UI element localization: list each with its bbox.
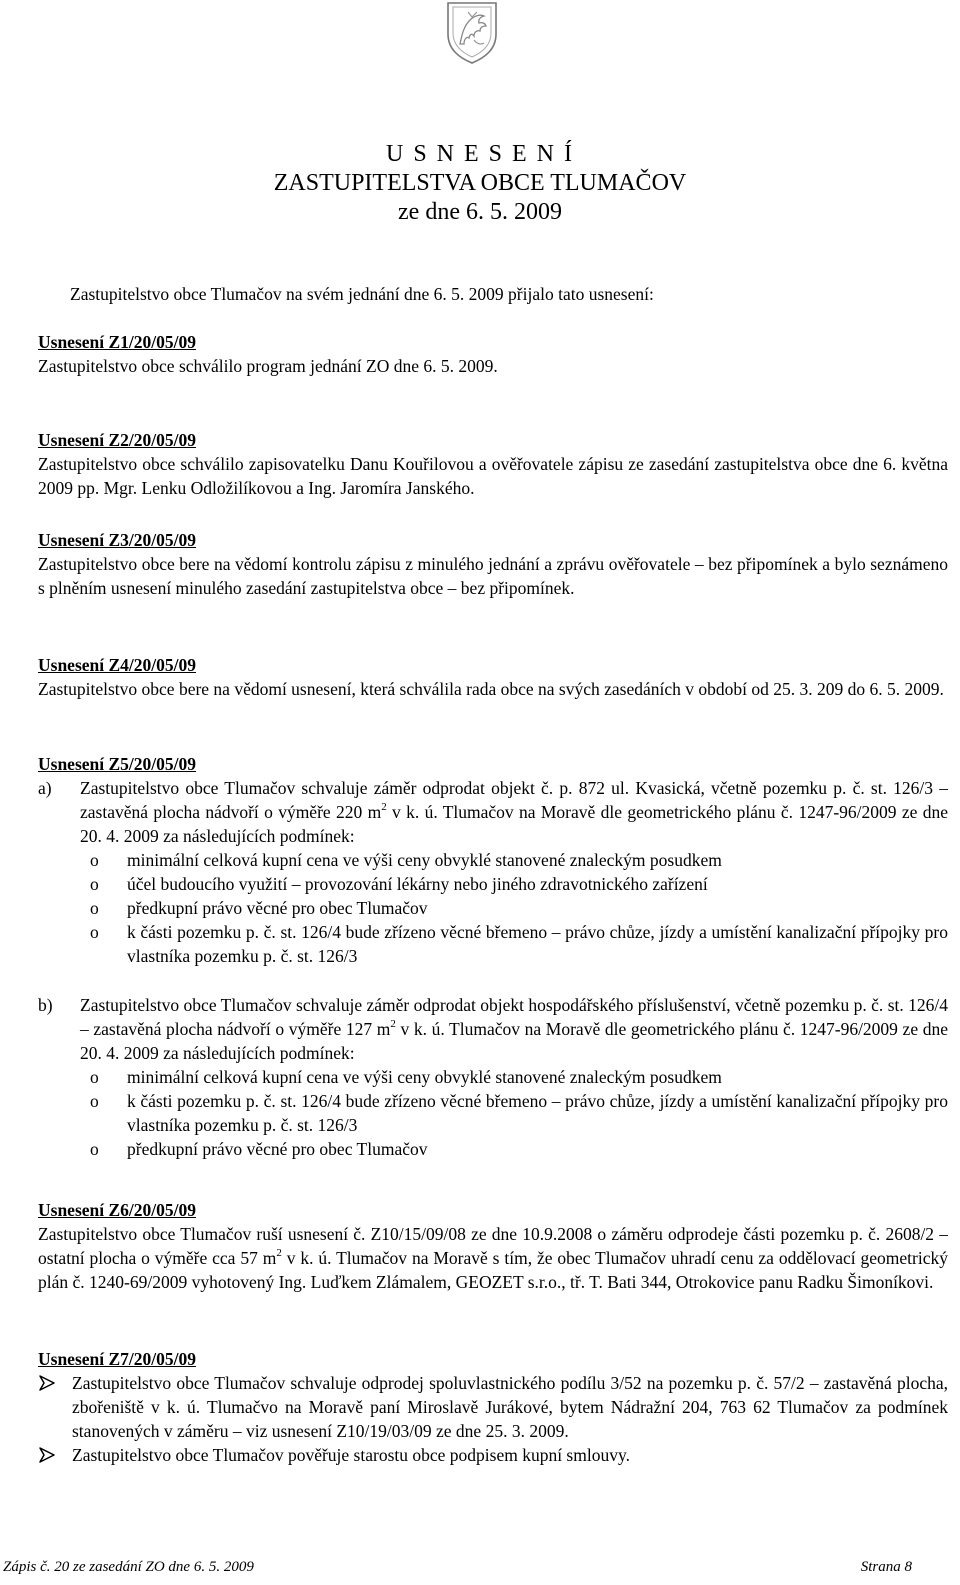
list-item: Zastupitelstvo obce Tlumačov schvaluje odprodej spoluvlastnického podílu 3/52 na pozemku p. č. 57/2 – zastavěná plocha, zbořeniště v k. ú. Tlumačvo na Moravě paní Miroslavě Jurákové, bytem Nádražní 204, 763 62 Tlumačov za podmínek stanovených v záměru – viz usnesení Z10/19/03/09 ze dne 25. 3. 2009. — [38, 1371, 948, 1443]
list-item: o minimální celková kupní cena ve výši ceny obvyklé stanovené znaleckým posudkem — [90, 850, 722, 870]
resolution-heading: Usnesení Z1/20/05/09 — [38, 332, 197, 352]
resolution-item-b: b) Zastupitelstvo obce Tlumačov schvaluje záměr odprodat objekt hospodářského příslušenství, včetně pozemku p. č. st. 126/4 – zastavěná plocha nádvoří o výměře 127 $m^2$ v k. ú. Tlumačov na Moravě dle geometrického plánu č. 1247-96/2009 ze dne 20. 4. 2009 za následujících podmínek: — [38, 995, 948, 1063]
resolution-z7 — [38, 1347, 948, 1467]
resolution-heading: Usnesení Z4/20/05/09 — [38, 655, 197, 675]
item-label: b) — [38, 995, 53, 1015]
resolution-heading: Usnesení Z5/20/05/09 — [38, 754, 197, 774]
resolution-text: Zastupitelstvo obce schválilo zapisovatelku Danu Kouřilovou a ověřovatele zápisu ze zasedání zastupitelstva obce dne 6. května 2009 pp. Mgr. Lenku Odložilíkovou a Ing. Jaromíra Janského. — [38, 454, 948, 498]
resolution-z4 — [38, 653, 948, 701]
resolution-text: Zastupitelstvo obce schválilo program jednání ZO dne 6. 5. 2009. — [38, 356, 498, 376]
item-label: a) — [38, 778, 52, 798]
list-item: o k části pozemku p. č. st. 126/4 bude zřízeno věcné břemeno – právo chůze, jízdy a umístění kanalizační přípojky pro vlastníka pozemku p. č. st. 126/3 — [90, 922, 948, 966]
list-item: o účel budoucího využití – provozování lékárny nebo jiného zdravotnického zařízení — [90, 874, 708, 894]
resolution-z1 — [38, 330, 948, 378]
z7-list — [38, 1371, 948, 1467]
title-line-1: U S N E S E N Í — [385, 141, 574, 167]
resolution-text: Zastupitelstvo obce Tlumačov ruší usnesení č. Z10/15/09/08 ze dne 10.9.2008 o záměru odprodeje části pozemku p. č. 2608/2 – ostatní plocha o výměře cca 57 $m^2$ v k. ú. Tlumačov na Moravě s tím, že obec Tlumačov uhradí cenu za oddělovací geometrický plán č. 1240-69/2009 vyhotovený Ing. Luďkem Zlámalem, GEOZET s.r.o., tř. T. Bati 344, Otrokovice panu Radku Šimoníkovi. — [38, 1224, 948, 1292]
page-number: Strana 8 — [860, 1559, 912, 1575]
list-item: o předkupní právo věcné pro obec Tlumačov — [90, 1139, 428, 1159]
resolution-z5 — [38, 752, 948, 1161]
resolution-z6 — [38, 1198, 948, 1294]
title-line-2: ZASTUPITELSTVA OBCE TLUMAČOV — [273, 170, 687, 196]
resolution-heading: Usnesení Z3/20/05/09 — [38, 530, 197, 550]
resolution-text: Zastupitelstvo obce bere na vědomí kontrolu zápisu z minulého jednání a zprávu ověřovatele – bez připomínek a bylo seznámeno s plněním usnesení minulého zasedání zastupitelstva obce – bez připomínek. — [38, 554, 948, 598]
coat-of-arms-icon — [444, 0, 500, 64]
resolution-z3 — [38, 528, 948, 600]
conditions-list-b — [38, 1065, 948, 1161]
resolution-text: Zastupitelstvo obce bere na vědomí usnesení, která schválila rada obce na svých zasedáních v období od 25. 3. 209 do 6. 5. 2009. — [38, 679, 944, 699]
list-item: o k části pozemku p. č. st. 126/4 bude zřízeno věcné břemeno – právo chůze, jízdy a umístění kanalizační přípojky pro vlastníka pozemku p. č. st. 126/3 — [90, 1091, 948, 1135]
arrow-bullet-icon — [38, 1446, 56, 1464]
resolution-heading: Usnesení Z7/20/05/09 — [38, 1349, 197, 1369]
resolution-z2 — [38, 428, 948, 500]
resolution-heading: Usnesení Z6/20/05/09 — [38, 1200, 197, 1220]
list-item: Zastupitelstvo obce Tlumačov pověřuje starostu obce podpisem kupní smlouvy. — [38, 1443, 948, 1467]
resolution-item-a: a) Zastupitelstvo obce Tlumačov schvaluje záměr odprodat objekt č. p. 872 ul. Kvasická, včetně pozemku p. č. st. 126/3 – zastavěná plocha nádvoří o výměře 220 $m^2$ v k. ú. Tlumačov na Moravě dle geometrického plánu č. 1247-96/2009 ze dne 20. 4. 2009 za následujících podmínek: — [38, 778, 948, 846]
list-item: o předkupní právo věcné pro obec Tlumačov — [90, 898, 428, 918]
conditions-list-a — [38, 848, 948, 968]
document-title — [0, 140, 960, 227]
footer-left: Zápis č. 20 ze zasedání ZO dne 6. 5. 2009 — [3, 1559, 254, 1575]
arrow-bullet-icon — [38, 1374, 56, 1392]
list-item: o minimální celková kupní cena ve výši ceny obvyklé stanovené znaleckým posudkem — [90, 1067, 722, 1087]
resolution-heading: Usnesení Z2/20/05/09 — [38, 430, 197, 450]
intro-text: Zastupitelstvo obce Tlumačov na svém jednání dne 6. 5. 2009 přijalo tato usnesení: — [70, 284, 654, 304]
title-line-3: ze dne 6. 5. 2009 — [398, 199, 562, 225]
